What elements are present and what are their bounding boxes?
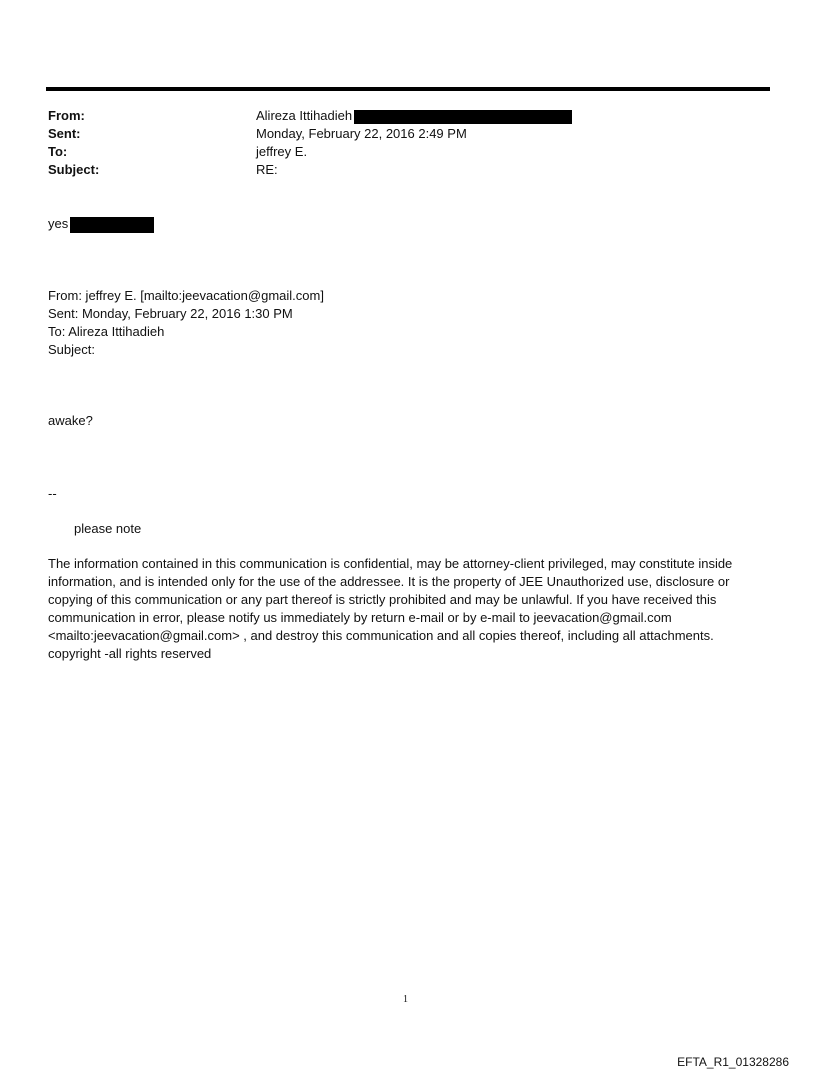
quoted-header bbox=[48, 287, 324, 359]
sent-value: Monday, February 22, 2016 2:49 PM bbox=[256, 126, 467, 141]
header-subject-row bbox=[48, 161, 748, 179]
signature-separator: -- bbox=[48, 486, 57, 501]
to-value: jeffrey E. bbox=[256, 144, 308, 159]
email-header bbox=[48, 107, 748, 179]
from-name: Alireza Ittihadieh bbox=[256, 108, 353, 123]
quoted-body-text: awake? bbox=[48, 413, 93, 428]
quoted-to-line: To: Alireza Ittihadieh bbox=[48, 324, 165, 339]
subject-label: Subject: bbox=[48, 162, 100, 177]
reply-body bbox=[48, 215, 154, 233]
subject-value: RE: bbox=[256, 162, 278, 177]
header-from-row bbox=[48, 107, 748, 125]
quoted-from-line: From: jeffrey E. [mailto:jeevacation@gmail.com] bbox=[48, 288, 324, 303]
signature-note: please note bbox=[74, 521, 142, 536]
bates-number: EFTA_R1_01328286 bbox=[677, 1055, 789, 1069]
redaction-box bbox=[70, 217, 154, 233]
quoted-sent-line: Sent: Monday, February 22, 2016 1:30 PM bbox=[48, 306, 293, 321]
header-to-row bbox=[48, 143, 748, 161]
from-value bbox=[256, 107, 572, 125]
redaction-box bbox=[354, 110, 572, 124]
confidentiality-notice: The information contained in this communication is confidential, may be attorney-client privileged, may constitute inside information, and is intended only for the use of the addressee. It is the property of JEE Unauthorized use, disclosure or copying of this communication or any part thereof is strictly prohibited and may be unlawful. If you have received this communication in error, please notify us immediately by return e-mail or by e-mail to jeevacation@gmail.com <mailto:jeevacation@gmail.com> , and destroy this communication and all copies thereof, including all attachments. copyright -all rights reserved bbox=[48, 556, 733, 661]
quoted-subject-line: Subject: bbox=[48, 342, 95, 357]
to-label: To: bbox=[48, 144, 68, 159]
from-label: From: bbox=[48, 108, 85, 123]
reply-text: yes bbox=[48, 216, 69, 231]
header-sent-row bbox=[48, 125, 748, 143]
header-rule bbox=[46, 87, 770, 91]
page-number: 1 bbox=[403, 994, 408, 1005]
sent-label: Sent: bbox=[48, 126, 81, 141]
quoted-body bbox=[48, 412, 93, 430]
